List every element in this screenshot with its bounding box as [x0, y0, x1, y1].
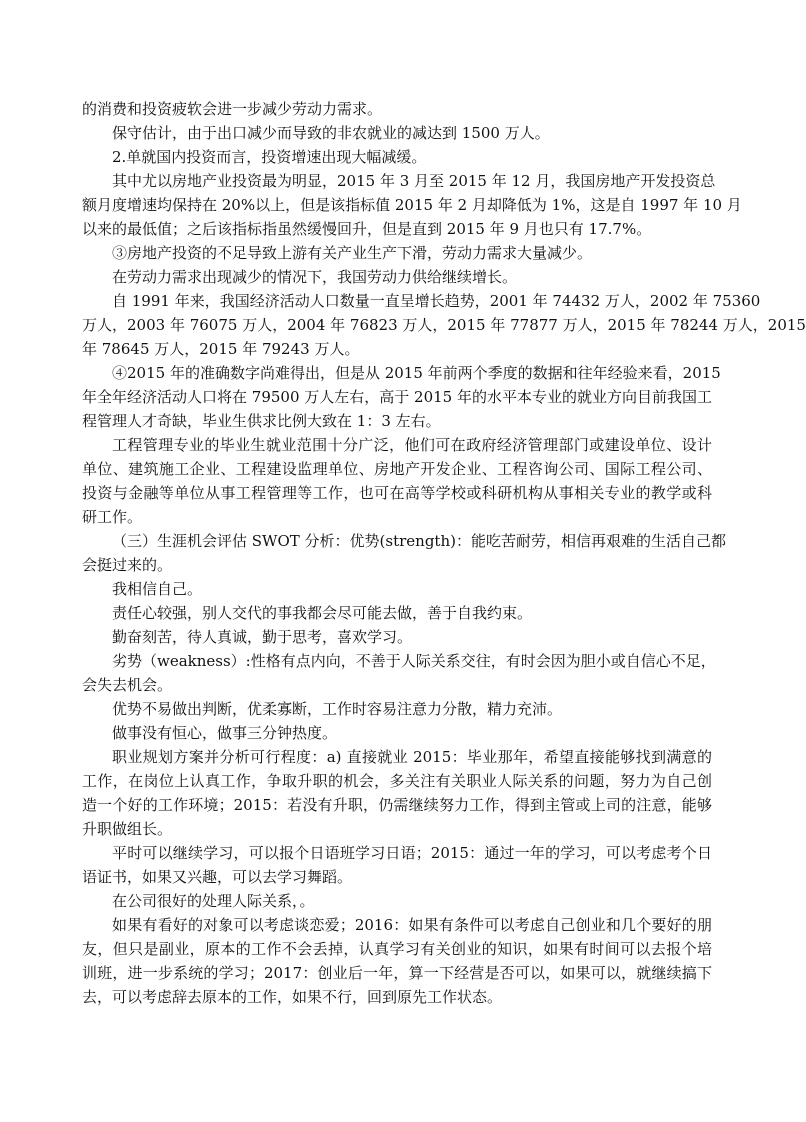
text-line: 训班，进一步系统的学习；2017：创业后一年，算一下经营是否可以，如果可以，就继续搞下 [82, 964, 712, 982]
text-line: 优势不易做出判断，优柔寡断，工作时容易注意力分散，精力充沛。 [112, 700, 563, 718]
text-line: 在公司很好的处理人际关系，。 [112, 892, 315, 910]
paragraph [82, 169, 742, 241]
text-line: 会挺过来的。 [82, 556, 173, 574]
paragraph [82, 913, 712, 1009]
text-line: 年全年经济活动人口将在 79500 万人左右，高于 2015 年的水平本专业的就业方向目前我国工 [82, 388, 712, 406]
text-line: 2.单就国内投资而言，投资增速出现大幅减缓。 [112, 148, 427, 166]
text-line: 如果有看好的对象可以考虑谈恋爱；2016：如果有条件可以考虑自己创业和几个要好的朋 [112, 916, 712, 934]
text-line: 劣势（weakness）:性格有点内向，不善于人际关系交往，有时会因为胆小或自信心不足， [112, 652, 716, 670]
text-line: 工作，在岗位上认真工作，争取升职的机会，多关注有关职业人际关系的问题，努力为自己创 [82, 772, 712, 790]
text-line: 平时可以继续学习，可以报个日语班学习日语；2015：通过一年的学习，可以考虑考个日 [112, 844, 712, 862]
text-line: 去，可以考虑辞去原本的工作，如果不行，回到原先工作状态。 [82, 988, 503, 1006]
text-line: 程管理人才奇缺，毕业生供求比例大致在 1：3 左右。 [82, 412, 441, 430]
paragraph [82, 649, 716, 697]
paragraph [82, 529, 726, 577]
paragraph [82, 697, 712, 721]
paragraph [82, 625, 712, 649]
text-line: 工程管理专业的毕业生就业范围十分广泛，他们可在政府经济管理部门或建设单位、设计 [112, 436, 712, 454]
paragraph [82, 97, 712, 121]
text-line: ④2015 年的准确数字尚难得出，但是从 2015 年前两个季度的数据和往年经验来看，2015 [112, 364, 721, 382]
text-line: 友，但只是副业，原本的工作不会丢掉，认真学习有关创业的知识，如果有时间可以去报个培 [82, 940, 712, 958]
paragraph [82, 577, 712, 601]
text-line: 其中尤以房地产业投资最为明显，2015 年 3 月至 2015 年 12 月，我国房地产开发投资总 [112, 172, 716, 190]
paragraph [82, 121, 712, 145]
text-line: 勤奋刻苦，待人真诚，勤于思考，喜欢学习。 [112, 628, 413, 646]
paragraph [82, 721, 712, 745]
text-line: 做事没有恒心，做事三分钟热度。 [112, 724, 338, 742]
text-line: 研工作。 [82, 508, 143, 526]
paragraph [82, 889, 712, 913]
paragraph [82, 841, 712, 889]
text-line: 造一个好的工作环境；2015：若没有升职，仍需继续努力工作，得到主管或上司的注意，能够 [82, 796, 712, 814]
text-line: 会失去机会。 [82, 676, 173, 694]
text-line: 职业规划方案并分析可行程度：a) 直接就业 2015：毕业那年，希望直接能够找到满意的 [112, 748, 712, 766]
text-line: 自 1991 年来，我国经济活动人口数量一直呈增长趋势，2001 年 74432 万人，2002 年 75360 [112, 292, 761, 310]
text-line: ③房地产投资的不足导致上游有关产业生产下滑，劳动力需求大量减少。 [112, 244, 593, 262]
text-line: 升职做组长。 [82, 820, 173, 838]
text-line: （三）生涯机会评估 SWOT 分析：优势(strength)：能吃苦耐劳，相信再艰难的生活自己都 [112, 532, 726, 550]
text-line: 在劳动力需求出现减少的情况下，我国劳动力供给继续增长。 [112, 268, 518, 286]
text-line: 年 78645 万人，2015 年 79243 万人。 [82, 340, 360, 358]
text-line: 以来的最低值；之后该指标指虽然缓慢回升，但是直到 2015 年 9 月也只有 17.7%。 [82, 220, 652, 238]
paragraph [82, 145, 712, 169]
text-line: 语证书，如果又兴趣，可以去学习舞蹈。 [82, 868, 353, 886]
paragraph [82, 241, 712, 265]
text-line: 责任心较强，别人交代的事我都会尽可能去做，善于自我约束。 [112, 604, 533, 622]
paragraph [82, 433, 712, 529]
text-line: 额月度增速均保持在 20%以上，但是该指标值 2015 年 2 月却降低为 1%，这是自 1997 年 10 月 [82, 196, 742, 214]
paragraph [82, 361, 721, 433]
text-line: 我相信自己。 [112, 580, 203, 598]
paragraph [82, 289, 806, 361]
text-line: 保守估计，由于出口减少而导致的非农就业的减达到 1500 万人。 [112, 124, 550, 142]
paragraph [82, 601, 712, 625]
paragraph [82, 265, 712, 289]
document-page [82, 97, 806, 1009]
text-line: 万人，2003 年 76075 万人，2004 年 76823 万人，2015 年 77877 万人，2015 年 78244 万人，2015 [82, 316, 806, 334]
paragraph [82, 745, 712, 841]
text-line: 投资与金融等单位从事工程管理等工作，也可在高等学校或科研机构从事相关专业的教学或科 [82, 484, 712, 502]
text-line: 的消费和投资疲软会进一步减少劳动力需求。 [82, 100, 383, 118]
text-line: 单位、建筑施工企业、工程建设监理单位、房地产开发企业、工程咨询公司、国际工程公司、 [82, 460, 712, 478]
